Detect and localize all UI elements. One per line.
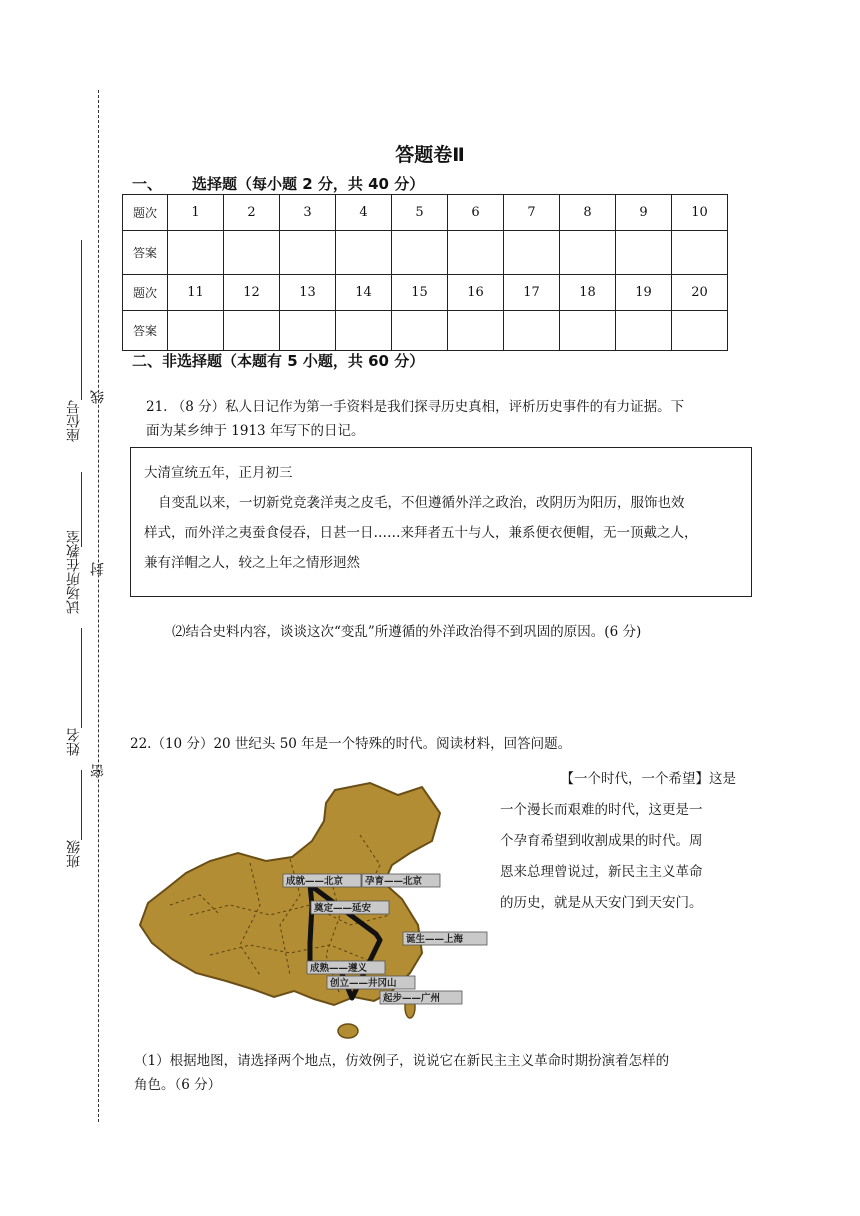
seat-underline bbox=[81, 240, 82, 400]
china-map bbox=[130, 775, 490, 1045]
map-label-chuangli: 创立——井冈山 bbox=[330, 978, 397, 989]
answer-cell[interactable] bbox=[504, 231, 560, 275]
line-mark: 线 bbox=[90, 390, 106, 404]
material-line: 个孕育希望到收割成果的时代。周 bbox=[500, 833, 703, 849]
question-number: 12 bbox=[224, 275, 280, 311]
answer-cell[interactable] bbox=[616, 311, 672, 351]
map-label-dansheng: 诞生——上海 bbox=[406, 934, 464, 945]
answer-cell[interactable] bbox=[168, 311, 224, 351]
number-row-1 bbox=[123, 195, 728, 231]
q22-material-text bbox=[500, 764, 736, 919]
diary-title: 大清宣统五年，正月初三 bbox=[144, 465, 293, 481]
question-number: 3 bbox=[280, 195, 336, 231]
answer-cell[interactable] bbox=[560, 311, 616, 351]
question-number: 13 bbox=[280, 275, 336, 311]
question-number: 4 bbox=[336, 195, 392, 231]
answer-cell[interactable] bbox=[224, 311, 280, 351]
q21-question: ⑵结合史料内容，谈谈这次“变乱”所遵循的外洋政治得不到巩固的原因。(6 分) bbox=[172, 624, 642, 640]
answer-cell[interactable] bbox=[448, 231, 504, 275]
row-label: 答案 bbox=[123, 231, 168, 275]
diary-line: 自变乱以来，一切新党竞袭洋夷之皮毛，不但遵循外洋之政治，改阴历为阳历，服饰也效 bbox=[158, 495, 685, 511]
answer-cell[interactable] bbox=[616, 231, 672, 275]
answer-cell[interactable] bbox=[392, 231, 448, 275]
question-number: 17 bbox=[504, 275, 560, 311]
number-row-2 bbox=[123, 275, 728, 311]
map-label-qibu: 起步——广州 bbox=[383, 993, 441, 1004]
map-label-yunyu: 孕育——北京 bbox=[365, 876, 423, 887]
q22-question-line2: 角色。（6 分） bbox=[134, 1077, 222, 1093]
diary-content bbox=[144, 458, 744, 578]
answer-cell[interactable] bbox=[280, 231, 336, 275]
answer-cell[interactable] bbox=[280, 311, 336, 351]
section1-number: 一、 bbox=[132, 175, 163, 193]
class-label: 班级 bbox=[66, 840, 82, 868]
name-underline bbox=[81, 628, 82, 728]
answer-cell[interactable] bbox=[336, 231, 392, 275]
answer-cell[interactable] bbox=[504, 311, 560, 351]
question-number: 7 bbox=[504, 195, 560, 231]
map-label-dianding: 奠定——延安 bbox=[314, 903, 372, 914]
answer-cell[interactable] bbox=[672, 231, 728, 275]
material-line: 的历史，就是从天安门到天安门。 bbox=[500, 895, 703, 911]
seal-mark: 封 bbox=[90, 562, 106, 576]
question-number: 15 bbox=[392, 275, 448, 311]
class-underline bbox=[81, 770, 82, 840]
question-number: 18 bbox=[560, 275, 616, 311]
answer-cell[interactable] bbox=[336, 311, 392, 351]
q22-intro: 22.（10 分）20 世纪头 50 年是一个特殊的时代。阅读材料，回答问题。 bbox=[130, 736, 572, 752]
answer-cell[interactable] bbox=[560, 231, 616, 275]
question-number: 9 bbox=[616, 195, 672, 231]
question-number: 19 bbox=[616, 275, 672, 311]
answer-cell[interactable] bbox=[224, 231, 280, 275]
section1-heading: 选择题（每小题 2 分，共 40 分） bbox=[192, 175, 425, 193]
row-label: 答案 bbox=[123, 311, 168, 351]
answer-cell[interactable] bbox=[448, 311, 504, 351]
q21-intro-line2: 面为某乡绅于 1913 年写下的日记。 bbox=[146, 423, 365, 439]
question-number: 14 bbox=[336, 275, 392, 311]
row-label: 题次 bbox=[123, 275, 168, 311]
material-line: 【一个时代，一个希望】这是 bbox=[560, 771, 736, 787]
map-label-chengshu: 成熟——遵义 bbox=[310, 963, 368, 974]
secret-mark: 密 bbox=[90, 764, 106, 778]
choice-answer-table bbox=[122, 194, 728, 351]
answer-cell[interactable] bbox=[168, 231, 224, 275]
material-line: 一个漫长而艰难的时代，这更是一 bbox=[500, 802, 703, 818]
answer-cell[interactable] bbox=[672, 311, 728, 351]
page-title: 答题卷Ⅱ bbox=[395, 144, 465, 166]
binding-dashed-line bbox=[98, 90, 99, 1122]
room-label: 试场所在教室 bbox=[66, 530, 82, 614]
question-number: 8 bbox=[560, 195, 616, 231]
q21-answer-area[interactable] bbox=[130, 652, 750, 732]
question-number: 1 bbox=[168, 195, 224, 231]
answer-cell[interactable] bbox=[392, 311, 448, 351]
q22-answer-area[interactable] bbox=[130, 1100, 750, 1200]
question-number: 16 bbox=[448, 275, 504, 311]
q21-intro-line1: 21. （8 分）私人日记作为第一手资料是我们探寻历史真相，评析历史事件的有力证据。下 bbox=[146, 399, 685, 415]
map-landmass bbox=[140, 783, 440, 1005]
diary-line: 样式，而外洋之夷蚕食侵吞，日甚一日……来拜者五十与人，兼系便衣便帽，无一顶戴之人， bbox=[144, 525, 698, 541]
row-label: 题次 bbox=[123, 195, 168, 231]
hainan-island bbox=[338, 1024, 358, 1038]
name-label: 姓名 bbox=[66, 728, 82, 756]
question-number: 2 bbox=[224, 195, 280, 231]
question-number: 11 bbox=[168, 275, 224, 311]
answer-row-2 bbox=[123, 311, 728, 351]
section2-heading: 二、非选择题（本题有 5 小题，共 60 分） bbox=[132, 352, 425, 370]
seat-label: 座位号 bbox=[66, 400, 82, 442]
question-number: 5 bbox=[392, 195, 448, 231]
question-number: 10 bbox=[672, 195, 728, 231]
diary-line: 兼有洋帽之人，较之上年之情形迥然 bbox=[144, 555, 360, 571]
map-label-chengjiu: 成就——北京 bbox=[286, 876, 344, 887]
answer-row-1 bbox=[123, 231, 728, 275]
q22-question-line1: （1）根据地图，请选择两个地点，仿效例子，说说它在新民主主义革命时期扮演着怎样的 bbox=[134, 1053, 670, 1069]
question-number: 6 bbox=[448, 195, 504, 231]
material-line: 恩来总理曾说过，新民主主义革命 bbox=[500, 864, 703, 880]
question-number: 20 bbox=[672, 275, 728, 311]
